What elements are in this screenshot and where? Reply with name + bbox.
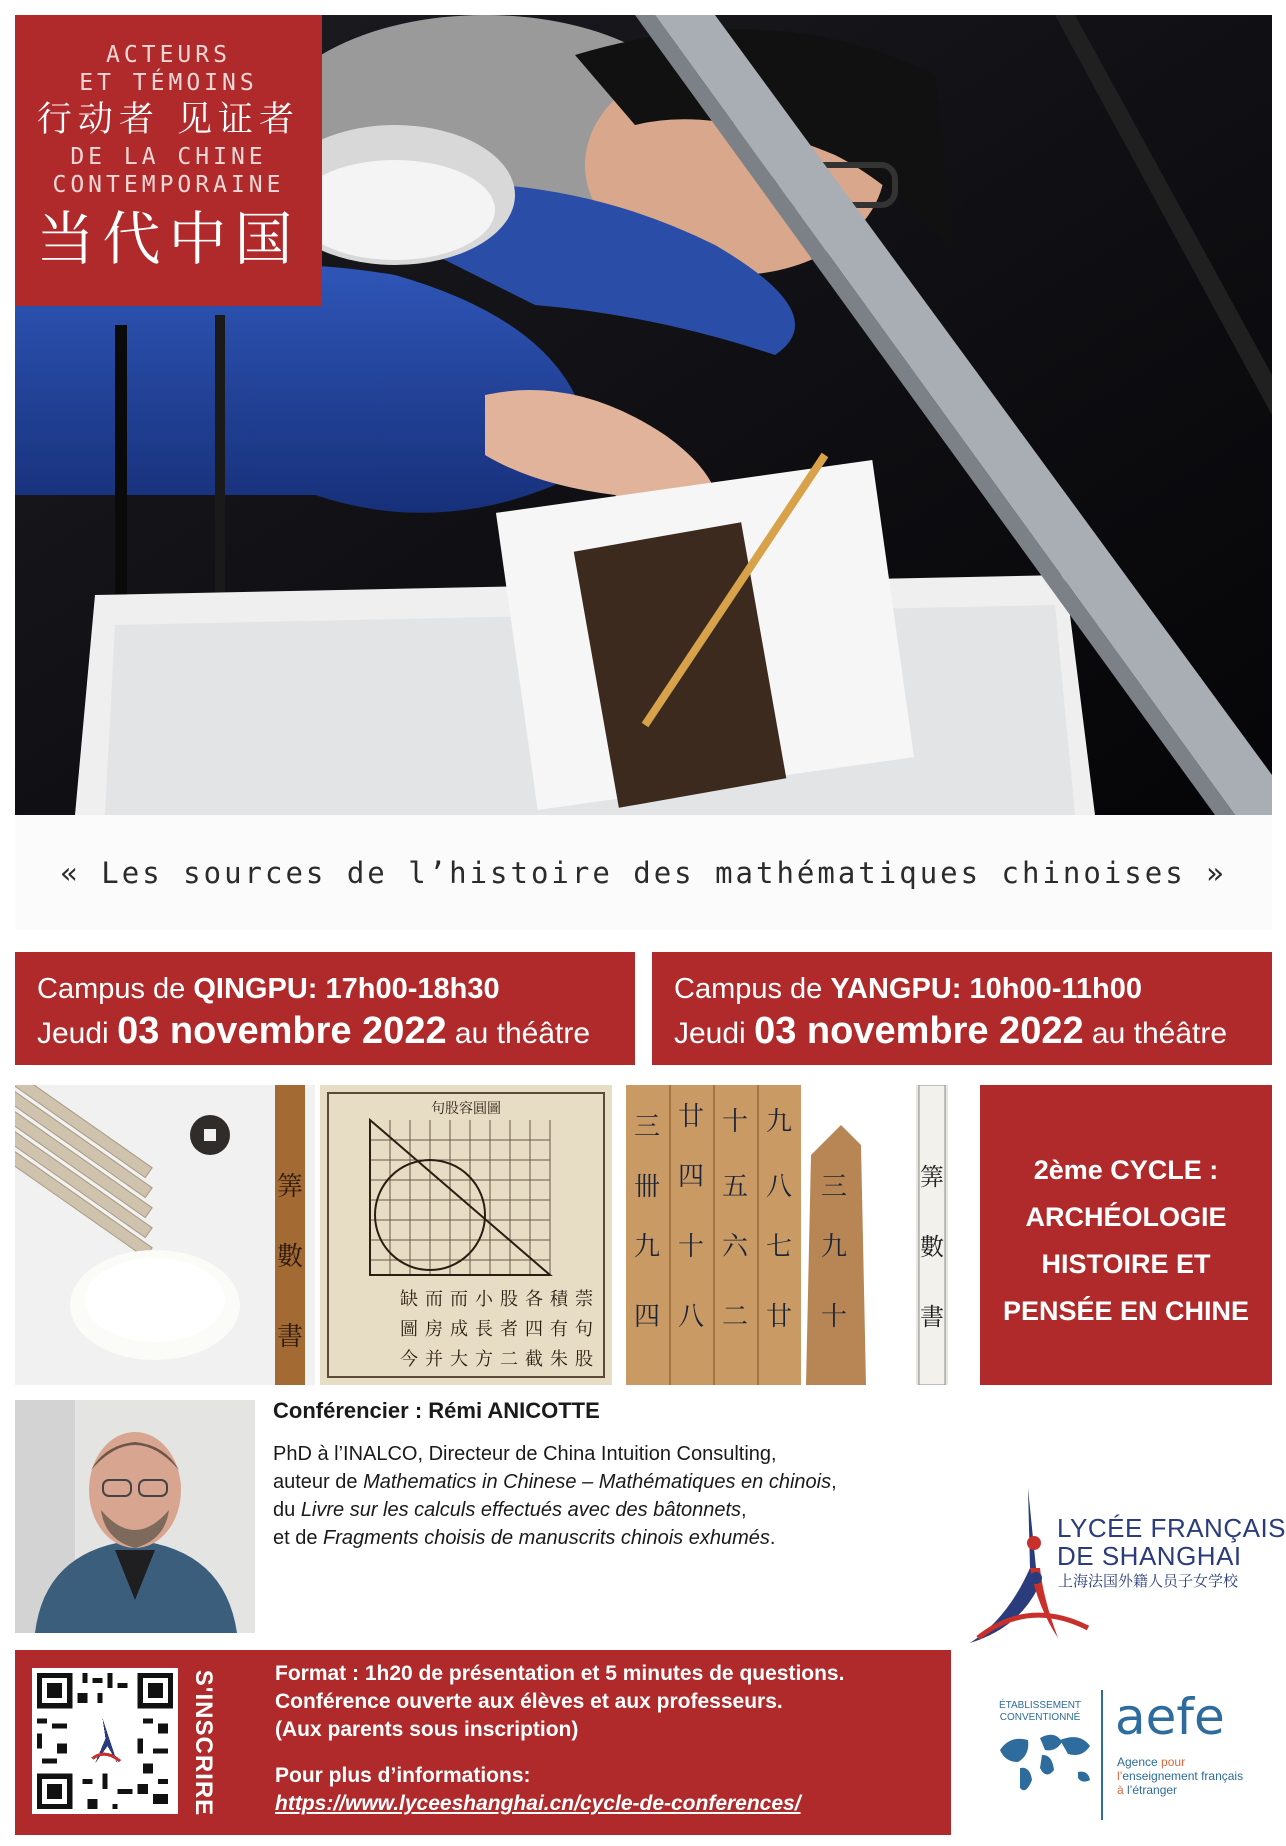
svg-text:積: 積 [550,1289,568,1310]
svg-text:四: 四 [525,1319,543,1340]
svg-text:九: 九 [766,1107,793,1137]
more-info-link[interactable]: https://www.lyceeshanghai.cn/cycle-de-conferences/ [275,1792,801,1815]
bio-text: , [831,1471,837,1493]
svg-text:小: 小 [475,1289,493,1310]
svg-text:筭: 筭 [920,1163,944,1191]
cycle-line-1: 2ème CYCLE : [1033,1155,1219,1185]
svg-text:而: 而 [425,1289,443,1310]
aefe-wordmark: aefe [1115,1688,1225,1746]
qr-code-icon[interactable] [32,1668,178,1814]
svg-text:股: 股 [575,1349,593,1370]
bio-line-4 [273,1524,973,1552]
svg-text:十: 十 [678,1232,705,1262]
campus-box-qingpu [15,952,635,1065]
svg-text:八: 八 [766,1172,793,1202]
lfs-line-1: LYCÉE FRANÇAIS [1057,1513,1286,1543]
format-text: Format : 1h20 de présentation et 5 minutes de questions. [275,1662,845,1685]
cycle-line-4: PENSÉE EN CHINE [1002,1296,1250,1326]
svg-text:成: 成 [450,1319,468,1340]
book-title: Fragments choisis de manuscrits chinois exhumés [323,1527,770,1549]
more-info-text: Pour plus d’informations: [275,1764,531,1787]
bio-text: et de [273,1527,324,1549]
parents-text: (Aux parents sous inscription) [275,1718,579,1741]
svg-text:長: 長 [475,1319,493,1340]
speaker-bio [273,1440,973,1552]
aefe-tagline-line-2 [1117,1769,1277,1783]
campus-prefix: Campus de [37,973,194,1005]
svg-text:廿: 廿 [766,1302,793,1332]
campus-date: 03 novembre 2022 [117,1010,447,1052]
svg-text:七: 七 [766,1232,793,1262]
qr-code-pattern [32,1668,178,1814]
bio-line-2 [273,1468,973,1496]
svg-text:九: 九 [634,1232,661,1262]
svg-text:有: 有 [550,1319,568,1340]
tagline-accent: pour [1161,1755,1186,1769]
campus-name-time: QINGPU: 17h00-18h30 [193,973,500,1005]
badge-chinese-subtitle: 行动者 见证者 [36,100,301,140]
svg-text:四: 四 [634,1302,661,1332]
counting-rods-photo [15,1085,315,1385]
diagram-caption: 句股容圓圖 [431,1101,501,1117]
svg-text:九: 九 [821,1232,848,1262]
svg-text:十: 十 [821,1302,848,1332]
lfs-line-2: DE SHANGHAI [1057,1541,1242,1571]
aefe-caption-line-1: ÉTABLISSEMENT [998,1700,1082,1711]
svg-text:而: 而 [450,1289,468,1310]
svg-text:十: 十 [722,1107,749,1137]
speaker-name: Conférencier : Rémi ANICOTTE [273,1398,600,1423]
svg-text:數: 數 [920,1233,944,1261]
lfs-chinese-name: 上海法国外籍人员子女学校 [1058,1572,1239,1590]
bio-text: du [273,1499,301,1521]
svg-text:四: 四 [678,1162,705,1192]
speaker-photo-illustration [15,1400,255,1633]
campus-date: 03 novembre 2022 [754,1010,1084,1052]
ancient-diagram-photo [320,1085,612,1385]
svg-text:八: 八 [678,1302,705,1332]
badge-chinese-title: 当代中国 [36,205,301,273]
svg-text:六: 六 [722,1232,749,1262]
badge-line-temoins: ET TÉMOINS [79,70,258,96]
svg-text:五: 五 [722,1172,749,1202]
badge-line-chine: DE LA CHINE [70,144,267,170]
svg-text:筭: 筭 [276,1172,304,1202]
campus-day: Jeudi [37,1017,118,1050]
spacer [275,1744,844,1762]
svg-text:朱: 朱 [550,1349,568,1370]
svg-text:圖: 圖 [400,1319,418,1340]
book-title: Mathematics in Chinese – Mathématiques en chinois [363,1471,832,1493]
bio-text: auteur de [273,1471,364,1493]
bamboo-slips-photo [626,1085,967,1385]
svg-text:二: 二 [500,1349,518,1370]
svg-text:大: 大 [450,1349,468,1370]
lfs-name [1057,1514,1286,1570]
tagline-text: Agence [1117,1755,1162,1769]
right-triangle-circle-diagram [320,1085,612,1385]
campus-place: au théâtre [446,1017,591,1050]
svg-text:卌: 卌 [634,1172,661,1202]
cycle-line-3: HISTOIRE ET [1041,1249,1211,1279]
bamboo-slips-illustration [626,1085,967,1385]
svg-text:二: 二 [722,1302,749,1332]
bio-line-1: PhD à l’INALCO, Directeur de China Intuition Consulting, [273,1443,777,1465]
register-label: S'INSCRIRE [190,1669,217,1817]
svg-text:書: 書 [920,1303,944,1331]
lecture-title: « Les sources de l’histoire des mathématiques chinoises » [60,855,1227,890]
bio-text: , [741,1499,747,1521]
svg-text:房: 房 [425,1319,443,1340]
tagline-accent: à [1117,1783,1128,1797]
tagline-text: l’étranger [1127,1783,1178,1797]
svg-text:者: 者 [500,1319,518,1340]
aefe-caption-line-2: CONVENTIONNÉ [999,1712,1081,1723]
aefe-tagline-line-1 [1117,1755,1277,1769]
campus-place: au théâtre [1083,1017,1228,1050]
event-info [275,1660,844,1818]
badge-line-contemporaine: CONTEMPORAINE [52,172,285,198]
aefe-tagline-line-3 [1117,1783,1277,1797]
lecture-title-band [15,815,1272,930]
audience-text: Conférence ouverte aux élèves et aux professeurs. [275,1690,783,1713]
cycle-box [980,1085,1272,1385]
svg-text:三: 三 [821,1172,848,1202]
aefe-caption [995,1700,1085,1724]
book-title: Livre sur les calculs effectués avec des bâtonnets [300,1499,742,1521]
badge-line-acteurs: ACTEURS [106,42,231,68]
cycle-line-2: ARCHÉOLOGIE [1025,1202,1227,1232]
svg-text:萗: 萗 [575,1289,593,1310]
svg-text:并: 并 [425,1349,443,1370]
svg-text:股: 股 [500,1289,518,1310]
aefe-tagline [1117,1755,1277,1797]
campus-box-yangpu [652,952,1272,1065]
bio-text: . [769,1527,776,1549]
svg-text:各: 各 [525,1289,543,1310]
counting-rods-illustration [15,1085,315,1385]
svg-text:三: 三 [634,1112,661,1142]
svg-text:書: 書 [276,1322,304,1352]
svg-text:今: 今 [400,1349,418,1370]
svg-text:方: 方 [475,1349,493,1370]
register-link[interactable] [188,1668,218,1818]
series-badge [15,15,322,306]
speaker-portrait [15,1400,255,1633]
bio-line-3 [273,1496,973,1524]
svg-text:截: 截 [525,1349,543,1370]
tagline-accent: l’ [1117,1769,1123,1783]
tagline-text: enseignement français [1122,1769,1244,1783]
campus-prefix: Campus de [674,973,831,1005]
svg-text:句: 句 [575,1319,593,1340]
svg-text:缺: 缺 [400,1289,418,1310]
svg-text:數: 數 [276,1242,304,1272]
campus-name-time: YANGPU: 10h00-11h00 [830,973,1142,1005]
svg-text:廿: 廿 [678,1102,705,1132]
campus-day: Jeudi [674,1017,755,1050]
